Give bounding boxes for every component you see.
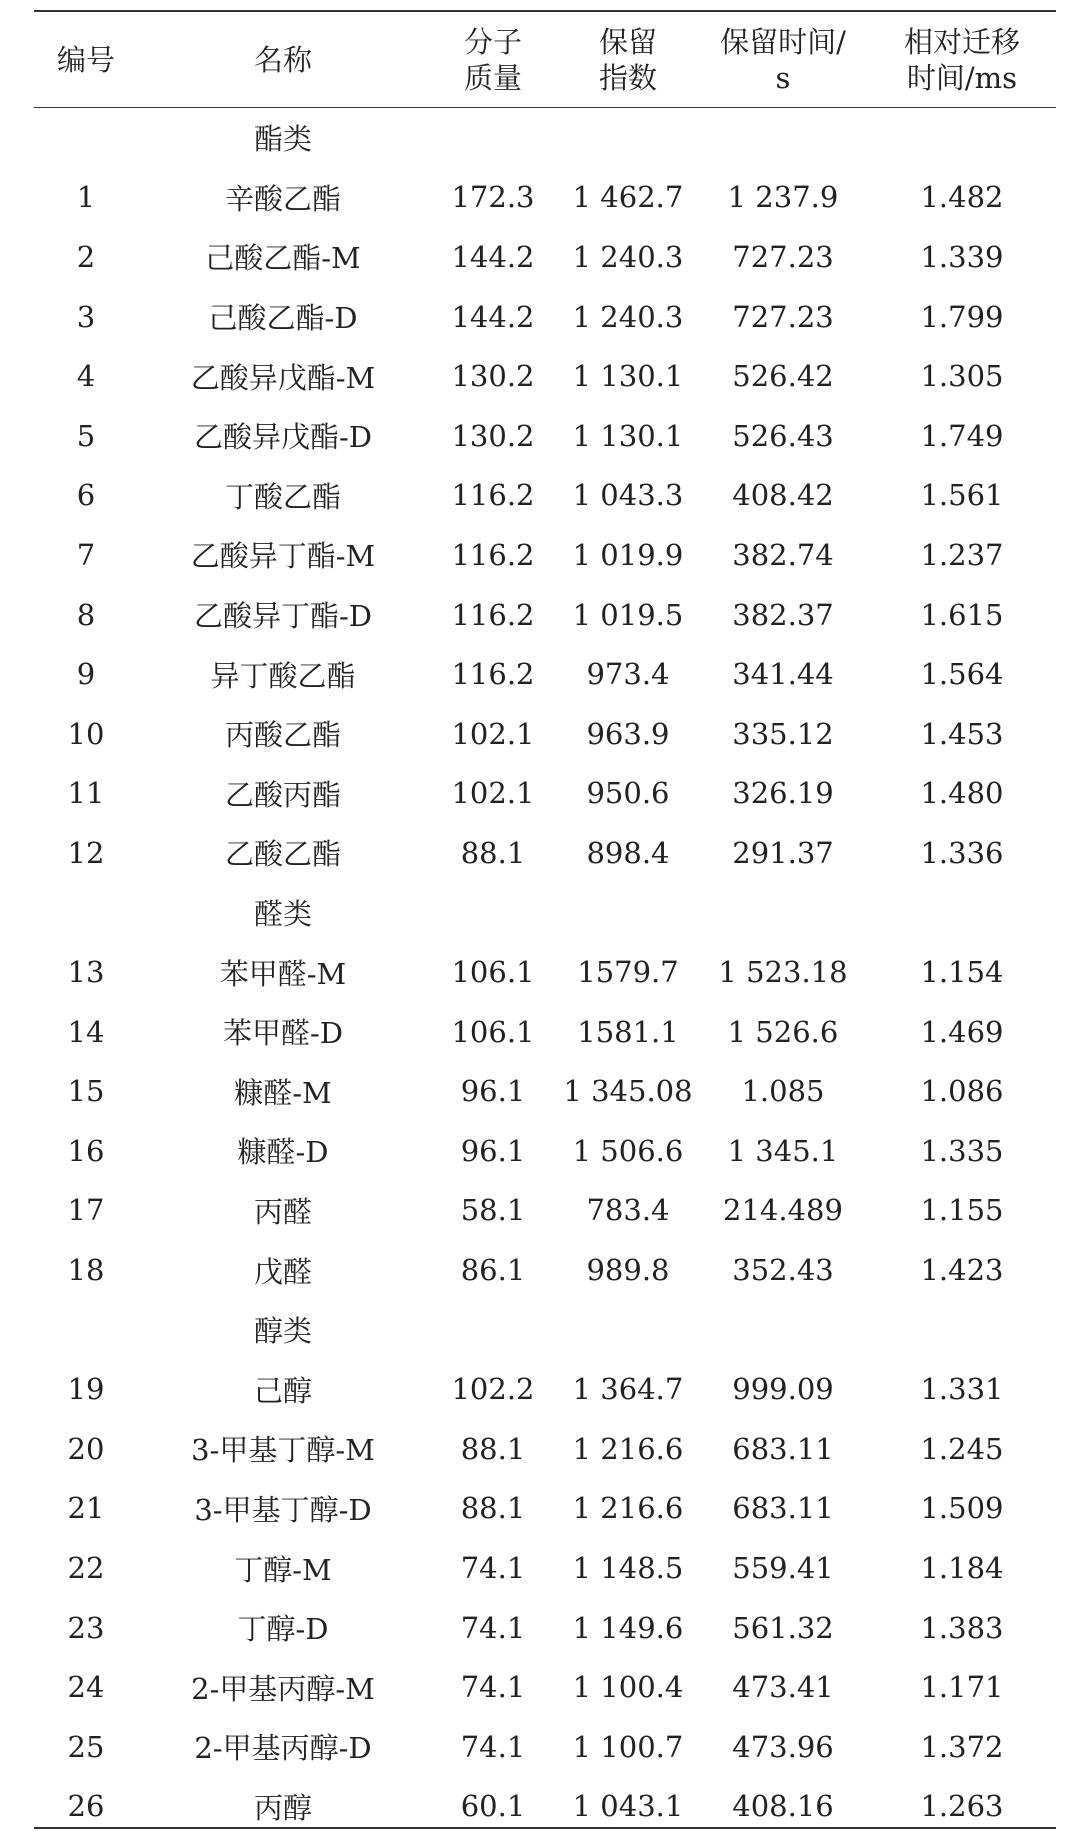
cell-drift-time: 1.336	[920, 835, 1004, 870]
cell-drift-time: 1.305	[920, 359, 1004, 394]
header-name: 名称	[253, 42, 312, 77]
cell-drift-time: 1.482	[920, 180, 1004, 215]
cell-retention-index: 1 019.5	[572, 597, 684, 632]
cell-retention-index: 1 216.6	[572, 1491, 684, 1526]
cell-no: 9	[76, 657, 96, 692]
cell-retention-time: 335.12	[732, 716, 834, 751]
cell-name: 丁醇-M	[234, 1552, 332, 1587]
section-row	[0, 108, 1084, 168]
cell-no: 5	[76, 418, 96, 453]
header-drift-time: 相对迁移 时间/ms	[903, 24, 1020, 95]
cell-no: 11	[67, 776, 105, 811]
cell-drift-time: 1.335	[920, 1133, 1004, 1168]
cell-retention-index: 1 148.5	[572, 1551, 684, 1586]
table-row	[0, 1717, 1084, 1777]
cell-name: 辛酸乙酯	[224, 181, 341, 216]
cell-retention-time: 214.489	[723, 1193, 843, 1228]
cell-no: 24	[67, 1670, 105, 1705]
cell-molecular-weight: 60.1	[460, 1789, 526, 1824]
cell-name: 异丁酸乙酯	[210, 658, 356, 693]
cell-molecular-weight: 74.1	[460, 1729, 526, 1764]
cell-name: 乙酸乙酯	[224, 837, 341, 872]
cell-retention-index: 1 019.9	[572, 537, 684, 572]
cell-molecular-weight: 102.1	[451, 776, 535, 811]
section-label: 醛类	[253, 897, 312, 932]
cell-retention-index: 1 100.4	[572, 1670, 684, 1705]
cell-molecular-weight: 116.2	[451, 597, 535, 632]
cell-molecular-weight: 58.1	[460, 1193, 526, 1228]
cell-no: 1	[76, 180, 96, 215]
cell-drift-time: 1.245	[920, 1431, 1004, 1466]
cell-retention-index: 989.8	[586, 1253, 670, 1288]
cell-no: 25	[67, 1729, 105, 1764]
cell-name: 丙酸乙酯	[224, 718, 341, 753]
cell-no: 16	[67, 1133, 105, 1168]
cell-retention-index: 1 100.7	[572, 1729, 684, 1764]
cell-drift-time: 1.749	[920, 418, 1004, 453]
cell-molecular-weight: 106.1	[451, 1014, 535, 1049]
cell-no: 19	[67, 1372, 105, 1407]
cell-molecular-weight: 88.1	[460, 1491, 526, 1526]
cell-retention-time: 1.085	[741, 1074, 825, 1109]
cell-drift-time: 1.383	[920, 1610, 1004, 1645]
cell-molecular-weight: 96.1	[460, 1074, 526, 1109]
cell-retention-time: 727.23	[732, 239, 834, 274]
bottom-rule	[34, 1827, 1056, 1829]
cell-retention-index: 1581.1	[577, 1014, 679, 1049]
cell-retention-index: 1 130.1	[572, 359, 684, 394]
cell-retention-time: 382.74	[732, 537, 834, 572]
cell-no: 7	[76, 537, 96, 572]
cell-drift-time: 1.263	[920, 1789, 1004, 1824]
cell-retention-index: 973.4	[586, 657, 670, 692]
table-row	[0, 1181, 1084, 1241]
cell-molecular-weight: 130.2	[451, 418, 535, 453]
table-row	[0, 1657, 1084, 1717]
cell-name: 乙酸丙酯	[224, 777, 341, 812]
cell-retention-index: 1 240.3	[572, 299, 684, 334]
table-body	[0, 108, 1084, 1836]
cell-retention-time: 526.43	[732, 418, 834, 453]
table-row	[0, 1062, 1084, 1122]
cell-molecular-weight: 74.1	[460, 1670, 526, 1705]
cell-retention-index: 1 216.6	[572, 1431, 684, 1466]
cell-drift-time: 1.184	[920, 1551, 1004, 1586]
cell-drift-time: 1.154	[920, 955, 1004, 990]
cell-molecular-weight: 102.2	[451, 1372, 535, 1407]
cell-molecular-weight: 96.1	[460, 1133, 526, 1168]
cell-retention-index: 1 462.7	[572, 180, 684, 215]
cell-molecular-weight: 74.1	[460, 1551, 526, 1586]
header-retention-time: 保留时间/ s	[720, 24, 846, 95]
cell-retention-index: 1579.7	[577, 955, 679, 990]
cell-retention-index: 1 043.3	[572, 478, 684, 513]
cell-molecular-weight: 116.2	[451, 657, 535, 692]
table-row	[0, 585, 1084, 645]
cell-name: 丙醛	[253, 1194, 312, 1229]
table-row	[0, 764, 1084, 824]
table-row	[0, 1121, 1084, 1181]
cell-retention-index: 1 240.3	[572, 239, 684, 274]
cell-drift-time: 1.561	[920, 478, 1004, 513]
cell-retention-time: 326.19	[732, 776, 834, 811]
cell-drift-time: 1.423	[920, 1253, 1004, 1288]
cell-retention-time: 382.37	[732, 597, 834, 632]
table-row	[0, 227, 1084, 287]
cell-retention-time: 683.11	[732, 1431, 834, 1466]
cell-retention-time: 1 237.9	[727, 180, 839, 215]
table-header	[0, 12, 1084, 107]
cell-no: 15	[67, 1074, 105, 1109]
cell-name: 苯甲醛-D	[222, 1016, 344, 1051]
cell-no: 12	[67, 835, 105, 870]
cell-retention-time: 1 345.1	[727, 1133, 839, 1168]
cell-name: 乙酸异丁酯-D	[193, 599, 373, 634]
table-row	[0, 406, 1084, 466]
cell-drift-time: 1.615	[920, 597, 1004, 632]
table-row	[0, 466, 1084, 526]
cell-drift-time: 1.086	[920, 1074, 1004, 1109]
table-row	[0, 287, 1084, 347]
cell-name: 2-甲基丙醇-M	[191, 1671, 375, 1706]
cell-molecular-weight: 102.1	[451, 716, 535, 751]
cell-name: 乙酸异戊酯-D	[193, 420, 373, 455]
cell-drift-time: 1.339	[920, 239, 1004, 274]
cell-retention-index: 1 149.6	[572, 1610, 684, 1645]
cell-drift-time: 1.171	[920, 1670, 1004, 1705]
section-row	[0, 883, 1084, 943]
cell-molecular-weight: 172.3	[451, 180, 535, 215]
cell-molecular-weight: 116.2	[451, 478, 535, 513]
table-row	[0, 644, 1084, 704]
cell-no: 10	[67, 716, 105, 751]
cell-no: 3	[76, 299, 96, 334]
table-row	[0, 1598, 1084, 1658]
table-row	[0, 1419, 1084, 1479]
cell-retention-index: 1 506.6	[572, 1133, 684, 1168]
cell-name: 丁醇-D	[237, 1612, 329, 1647]
table-row	[0, 168, 1084, 228]
cell-no: 4	[76, 359, 96, 394]
cell-name: 苯甲醛-M	[219, 956, 347, 991]
cell-retention-time: 341.44	[732, 657, 834, 692]
cell-retention-index: 1 364.7	[572, 1372, 684, 1407]
cell-name: 己酸乙酯-M	[205, 241, 361, 276]
cell-molecular-weight: 74.1	[460, 1610, 526, 1645]
table-row	[0, 704, 1084, 764]
cell-molecular-weight: 144.2	[451, 239, 535, 274]
table-row	[0, 1479, 1084, 1539]
table-row	[0, 1240, 1084, 1300]
cell-no: 22	[67, 1551, 105, 1586]
cell-no: 18	[67, 1253, 105, 1288]
cell-drift-time: 1.480	[920, 776, 1004, 811]
cell-retention-time: 683.11	[732, 1491, 834, 1526]
cell-drift-time: 1.237	[920, 537, 1004, 572]
cell-retention-index: 950.6	[586, 776, 670, 811]
cell-retention-time: 408.16	[732, 1789, 834, 1824]
header-retention-index: 保留 指数	[598, 24, 657, 95]
cell-drift-time: 1.564	[920, 657, 1004, 692]
cell-retention-time: 408.42	[732, 478, 834, 513]
cell-retention-index: 1 043.1	[572, 1789, 684, 1824]
section-label: 醇类	[253, 1314, 312, 1349]
cell-no: 6	[76, 478, 96, 513]
cell-name: 2-甲基丙醇-D	[194, 1731, 372, 1766]
cell-no: 14	[67, 1014, 105, 1049]
cell-retention-time: 561.32	[732, 1610, 834, 1645]
cell-drift-time: 1.509	[920, 1491, 1004, 1526]
cell-drift-time: 1.372	[920, 1729, 1004, 1764]
cell-molecular-weight: 144.2	[451, 299, 535, 334]
table-row	[0, 1359, 1084, 1419]
cell-retention-time: 473.41	[732, 1670, 834, 1705]
cell-retention-time: 727.23	[732, 299, 834, 334]
cell-name: 3-甲基丁醇-D	[194, 1492, 372, 1527]
cell-name: 乙酸异丁酯-M	[190, 539, 376, 574]
cell-retention-time: 473.96	[732, 1729, 834, 1764]
cell-name: 丁酸乙酯	[224, 479, 341, 514]
cell-name: 糠醛-D	[237, 1135, 329, 1170]
cell-no: 23	[67, 1610, 105, 1645]
cell-retention-time: 352.43	[732, 1253, 834, 1288]
header-molecular-weight: 分子 质量	[463, 24, 522, 95]
cell-retention-index: 963.9	[586, 716, 670, 751]
cell-drift-time: 1.331	[920, 1372, 1004, 1407]
cell-no: 20	[67, 1431, 105, 1466]
cell-no: 13	[67, 955, 105, 990]
cell-molecular-weight: 88.1	[460, 1431, 526, 1466]
table-row	[0, 346, 1084, 406]
cell-no: 26	[67, 1789, 105, 1824]
cell-no: 2	[76, 239, 96, 274]
cell-retention-index: 783.4	[586, 1193, 670, 1228]
cell-name: 3-甲基丁醇-M	[191, 1433, 375, 1468]
cell-name: 糠醛-M	[234, 1075, 332, 1110]
cell-retention-time: 559.41	[732, 1551, 834, 1586]
cell-drift-time: 1.469	[920, 1014, 1004, 1049]
cell-molecular-weight: 106.1	[451, 955, 535, 990]
cell-retention-time: 291.37	[732, 835, 834, 870]
table-row	[0, 823, 1084, 883]
cell-no: 8	[76, 597, 96, 632]
cell-no: 17	[67, 1193, 105, 1228]
cell-name: 己醇	[253, 1373, 312, 1408]
cell-molecular-weight: 116.2	[451, 537, 535, 572]
cell-retention-time: 999.09	[732, 1372, 834, 1407]
cell-no: 21	[67, 1491, 105, 1526]
section-label: 酯类	[253, 122, 312, 157]
cell-retention-time: 1 523.18	[718, 955, 848, 990]
cell-name: 丙醇	[253, 1790, 312, 1825]
cell-drift-time: 1.799	[920, 299, 1004, 334]
cell-name: 戊醛	[253, 1254, 312, 1289]
header-no: 编号	[56, 42, 115, 77]
table-row	[0, 1002, 1084, 1062]
cell-molecular-weight: 88.1	[460, 835, 526, 870]
table-row	[0, 525, 1084, 585]
cell-molecular-weight: 130.2	[451, 359, 535, 394]
cell-name: 乙酸异戊酯-M	[190, 360, 376, 395]
table-row	[0, 942, 1084, 1002]
cell-drift-time: 1.453	[920, 716, 1004, 751]
cell-name: 己酸乙酯-D	[208, 301, 358, 336]
cell-retention-time: 1 526.6	[727, 1014, 839, 1049]
cell-retention-time: 526.42	[732, 359, 834, 394]
cell-drift-time: 1.155	[920, 1193, 1004, 1228]
section-row	[0, 1300, 1084, 1360]
cell-retention-index: 1 345.08	[563, 1074, 693, 1109]
cell-retention-index: 898.4	[586, 835, 670, 870]
cell-retention-index: 1 130.1	[572, 418, 684, 453]
cell-molecular-weight: 86.1	[460, 1253, 526, 1288]
table-row	[0, 1538, 1084, 1598]
